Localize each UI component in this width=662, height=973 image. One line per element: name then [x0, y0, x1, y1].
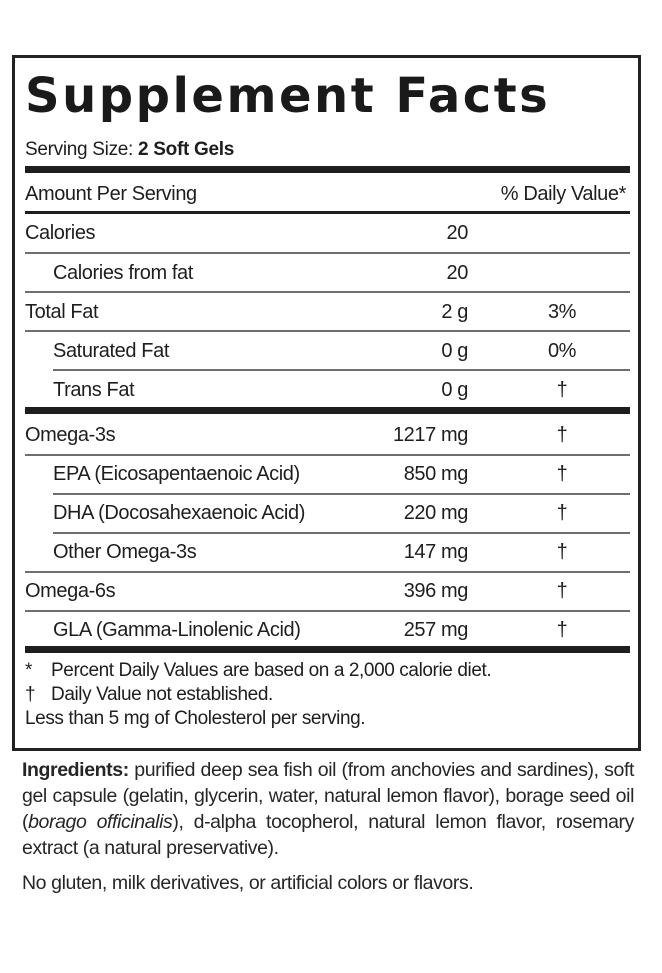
serving-size-label: Serving Size: [25, 139, 134, 160]
ingredients-text: Ingredients: purified deep sea fish oil (from anchovies and sardines), soft gel capsule (gelatin, glycerin, water, natural lemon flavor), borage seed oil (borago officinalis), d-alpha tocopherol, natural lemon flavor, rosemary extract (a natural preservative). [22, 759, 634, 859]
footnote-daily-values: * Percent Daily Values are based on a 2,000 calorie diet. [25, 660, 492, 681]
nutrient-row-calories: Calories 20 [25, 222, 468, 244]
amount-per-serving-header: Amount Per Serving [25, 183, 197, 205]
nutrient-row-omega-3s: Omega-3s 1217 mg † [25, 424, 568, 446]
divider-thick [25, 166, 630, 173]
panel-title: Supplement Facts [25, 68, 551, 124]
nutrient-row-trans-fat: Trans Fat 0 g † [53, 379, 568, 401]
divider-thick [25, 646, 630, 653]
botanical-name: borago officinalis [28, 811, 173, 833]
nutrient-row-other-omega-3s: Other Omega-3s 147 mg † [53, 541, 568, 563]
nutrient-row-saturated-fat: Saturated Fat 0 g 0% [53, 340, 577, 362]
nutrient-row-gla: GLA (Gamma-Linolenic Acid) 257 mg † [53, 619, 568, 641]
footnote-cholesterol: Less than 5 mg of Cholesterol per serving. [25, 708, 366, 729]
supplement-facts-panel [12, 55, 641, 751]
nutrient-row-dha: DHA (Docosahexaenoic Acid) 220 mg † [53, 502, 568, 524]
dagger-symbol: † [25, 684, 36, 705]
allergen-statement: No gluten, milk derivatives, or artificial colors or flavors. [22, 872, 474, 894]
nutrient-row-omega-6s: Omega-6s 396 mg † [25, 580, 568, 602]
serving-size-value: 2 Soft Gels [138, 139, 234, 160]
nutrient-row-total-fat: Total Fat 2 g 3% [25, 301, 577, 323]
serving-size [25, 136, 234, 164]
divider-thick [25, 407, 630, 414]
nutrient-row-epa: EPA (Eicosapentaenoic Acid) 850 mg † [53, 463, 568, 485]
nutrient-row-calories-from-fat: Calories from fat 20 [53, 262, 468, 284]
footnote-not-established: † Daily Value not established. [25, 684, 273, 705]
asterisk-symbol: * [25, 660, 32, 681]
ingredients-label: Ingredients: [22, 759, 129, 781]
daily-value-header: % Daily Value* [500, 183, 626, 205]
